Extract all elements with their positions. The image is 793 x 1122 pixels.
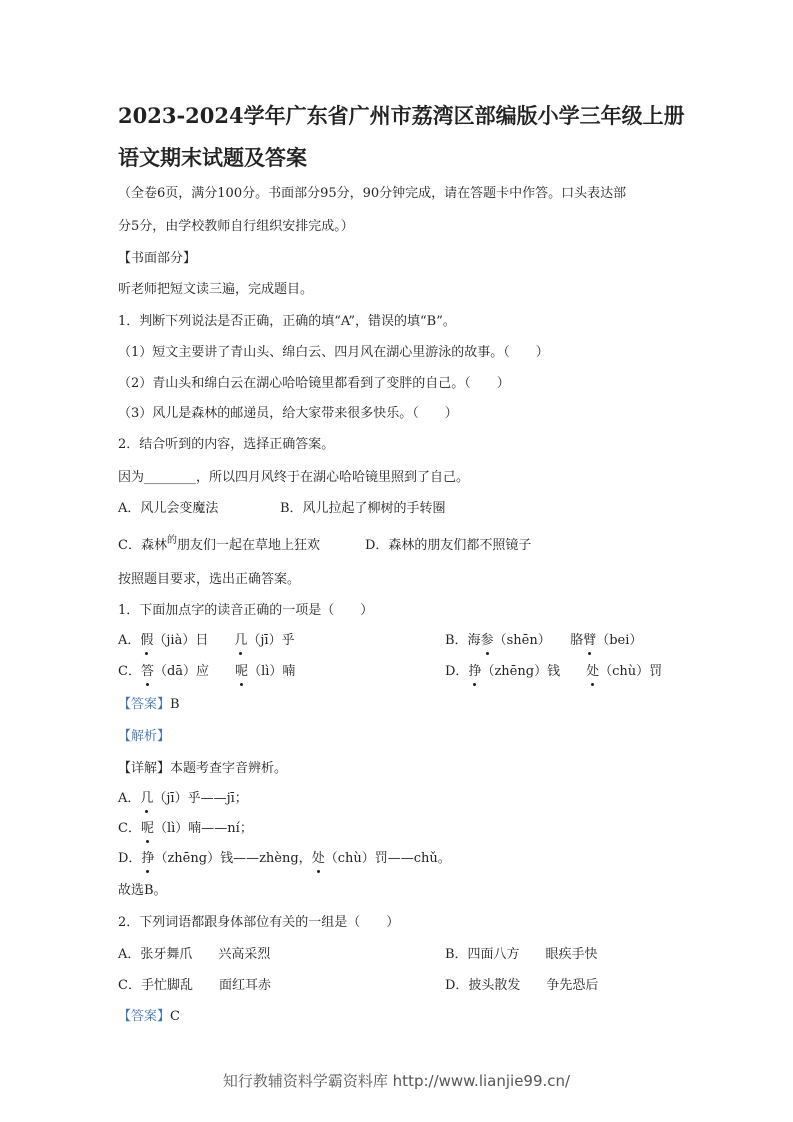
answer-label: 【答案】 (118, 1009, 171, 1024)
dotted-char: 挣 (141, 851, 155, 866)
intro-line2: 分5分，由学校教师自行组织安排完成。） (118, 219, 354, 234)
p2-option-b: B．四面八方 眼疾手快 (445, 947, 598, 962)
dotted-char: 几 (234, 633, 248, 648)
p1-option-b: B．海参（shēn） 胳臂（bei） (445, 633, 643, 648)
part2-question-1: 1．下面加点字的读音正确的一项是（ ） (118, 603, 374, 618)
p2-option-a: A．张牙舞爪 兴高采烈 (118, 947, 271, 962)
part2-question-2: 2．下列词语都跟身体部位有关的一组是（ ） (118, 915, 400, 930)
option-c-superscript: 的 (166, 535, 177, 546)
question-1: 1．判断下列说法是否正确，正确的填“A”，错误的填“B”。 (118, 314, 456, 329)
question-2-option-a: A．风儿会变魔法 (118, 501, 219, 516)
question-1-item-3: （3）风儿是森林的邮递员，给大家带来很多快乐。（ ） (118, 406, 458, 421)
p1-option-c: C．答（dā）应 呢（lì）喃 (118, 664, 296, 679)
intro-line1: （全卷6页，满分100分。书面部分95分，90分钟完成，请在答题卡中作答。口头表达部 (118, 186, 627, 201)
p1-option-a: A．假（jià）日 几（jī）乎 (118, 633, 295, 648)
dotted-char: 呢 (235, 664, 249, 679)
dotted-char: 处 (311, 851, 325, 866)
dotted-char: 臂 (583, 633, 597, 648)
detail-1-c: C．呢（lì）喃——ní； (118, 821, 253, 836)
analysis-label: 【解析】 (118, 729, 171, 744)
dotted-char: 假 (140, 633, 154, 648)
detail-1-a: A．几（jī）乎——jī； (118, 791, 248, 806)
question-1-item-2: （2）青山头和绵白云在湖心哈哈镜里都看到了变胖的自己。（ ） (118, 376, 510, 391)
p1-option-d: D．挣（zhēng）钱 处（chù）罚 (445, 664, 663, 679)
footer-watermark: 知行教辅资料学霸资料库 http://www.lianjie99.cn/ (222, 1072, 571, 1090)
detail-1-d: D．挣（zhēng）钱——zhèng，处（chù）罚——chǔ。 (118, 851, 451, 866)
question-2-option-c (118, 537, 320, 556)
question-2-option-b: B．风儿拉起了柳树的手转圈 (280, 501, 446, 516)
doc-title-line2: 语文期末试题及答案 (118, 145, 307, 170)
doc-title-line1: 2023-2024学年广东省广州市荔湾区部编版小学三年级上册 (118, 103, 685, 128)
dotted-char: 挣 (468, 664, 482, 679)
dotted-char: 参 (480, 633, 494, 648)
instruction-choose: 按照题目要求，选出正确答案。 (118, 572, 301, 587)
p2-option-d: D．披头散发 争先恐后 (445, 978, 599, 993)
option-c-rest: 朋友们一起在草地上狂欢 (176, 538, 320, 553)
answer-2 (118, 1008, 180, 1026)
detail-1: 【详解】本题考查字音辨析。 (118, 761, 288, 776)
answer-value: B (170, 697, 180, 712)
answer-value: C (170, 1009, 180, 1024)
p2-option-c: C．手忙脚乱 面红耳赤 (118, 978, 271, 993)
answer-label: 【答案】 (118, 697, 171, 712)
dotted-char: 答 (140, 664, 154, 679)
dotted-char: 几 (140, 791, 154, 806)
option-c-prefix: C．森林 (118, 538, 167, 553)
conclusion-1: 故选B。 (118, 883, 167, 898)
question-2: 2．结合听到的内容，选择正确答案。 (118, 437, 335, 452)
answer-1 (118, 696, 180, 714)
question-1-item-1: （1）短文主要讲了青山头、绵白云、四月风在湖心里游泳的故事。（ ） (118, 345, 549, 360)
instruction-listen: 听老师把短文读三遍，完成题目。 (118, 282, 314, 297)
section-written: 【书面部分】 (118, 251, 197, 266)
question-2-option-d: D．森林的朋友们都不照镜子 (365, 538, 532, 553)
question-2-stem: 因为________，所以四月风终于在湖心哈哈镜里照到了自己。 (118, 470, 470, 485)
dotted-char: 处 (586, 664, 600, 679)
dotted-char: 呢 (140, 821, 154, 836)
